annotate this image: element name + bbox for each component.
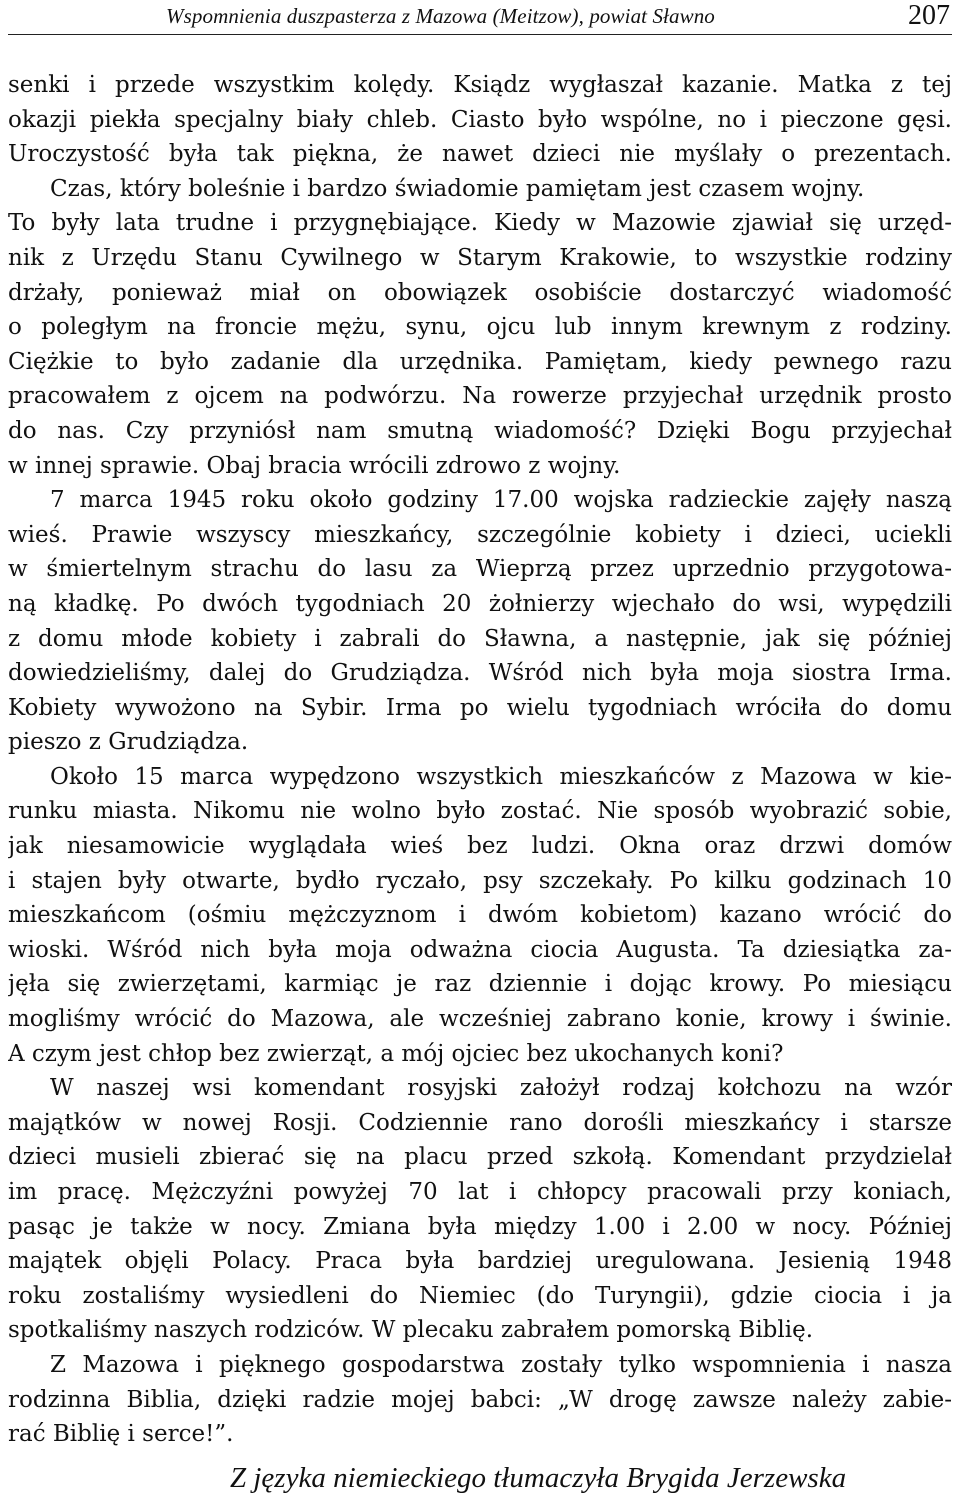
text-line: pieszo z Grudziądza. xyxy=(8,729,249,756)
article-body xyxy=(8,68,952,1452)
text-line: Około 15 marca wypędzono wszystkich mieszkańców z Mazowa w kie- xyxy=(50,763,952,790)
text-line: okazji piekła specjalny biały chleb. Ciasto było wspólne, no i pieczone gęsi. xyxy=(8,106,952,133)
text-line: pracowałem z ojcem na podwórzu. Na rowerze przyjechał urzędnik prosto xyxy=(8,383,952,410)
text-line: roku zostaliśmy wysiedleni do Niemiec (do Turyngii), gdzie ciocia i ja xyxy=(8,1282,952,1309)
text-line: w śmiertelnym strachu do lasu za Wieprzą przez uprzednio przygotowa- xyxy=(8,556,952,583)
text-line: jak niesamowicie wyglądała wieś bez ludzi. Okna oraz drzwi domów xyxy=(8,833,952,860)
text-line: w innej sprawie. Obaj bracia wrócili zdrowo z wojny. xyxy=(8,452,621,479)
text-line: wieś. Prawie wszyscy mieszkańcy, szczególnie kobiety i dzieci, uciekli xyxy=(8,521,952,548)
text-line: mogliśmy wrócić do Mazowa, ale wcześniej zabrano konie, krowy i świnie. xyxy=(8,1006,952,1033)
text-line: To były lata trudne i przygnębiające. Kiedy w Mazowie zjawiał się urzęd- xyxy=(8,210,952,237)
text-line: z domu młode kobiety i zabrali do Sławna, a następnie, jak się później xyxy=(8,625,952,652)
text-line: im pracę. Mężczyźni powyżej 70 lat i chłopcy pracowali przy koniach, xyxy=(8,1179,952,1205)
text-line: rać Biblię i serce!”. xyxy=(8,1421,234,1448)
text-line: jęła się zwierzętami, karmiąc je raz dziennie i dojąc krowy. Po miesiącu xyxy=(8,971,952,998)
text-line: Kobiety wywożono na Sybir. Irma po wielu tygodniach wróciła do domu xyxy=(8,694,952,721)
text-line: o poległym na froncie mężu, synu, ojcu lub innym krewnym z rodziny. xyxy=(8,314,952,341)
translator-credit: Z języka niemieckiego tłumaczyła Brygida Jerzewska xyxy=(230,1462,847,1494)
text-line: Uroczystość była tak piękna, że nawet dzieci nie myślały o prezentach. xyxy=(8,141,952,168)
text-line: mieszkańcom (ośmiu mężczyznom i dwóm kobietom) kazano wrócić do xyxy=(8,902,952,929)
text-line: drżały, ponieważ miał on obowiązek osobiście dostarczyć wiadomość xyxy=(8,279,952,306)
text-line: dowiedzieliśmy, dalej do Grudziądza. Wśród nich była moja siostra Irma. xyxy=(8,660,952,687)
running-title: Wspomnienia duszpasterza z Mazowa (Meitzow), powiat Sławno xyxy=(166,4,715,28)
text-line: 7 marca 1945 roku około godziny 17.00 wojska radzieckie zajęły naszą xyxy=(50,487,952,514)
text-line: ną kładkę. Po dwóch tygodniach 20 żołnierzy wjechało do wsi, wypędzili xyxy=(8,590,952,617)
text-line: spotkaliśmy naszych rodziców. W plecaku zabrałem pomorską Biblię. xyxy=(8,1317,814,1344)
text-line: majątek objęli Polacy. Praca była bardziej uregulowana. Jesienią 1948 xyxy=(8,1248,952,1275)
text-line: W naszej wsi komendant rosyjski założył rodzaj kołchozu na wzór xyxy=(50,1075,952,1102)
text-line: nik z Urzędu Stanu Cywilnego w Starym Krakowie, to wszystkie rodziny xyxy=(8,244,952,271)
text-line: pasąc je także w nocy. Zmiana była między 1.00 i 2.00 w nocy. Później xyxy=(8,1213,952,1240)
text-line: i stajen były otwarte, bydło ryczało, psy szczekały. Po kilku godzinach 10 xyxy=(8,867,952,894)
text-line: majątków w nowej Rosji. Codziennie rano dorośli mieszkańcy i starsze xyxy=(8,1109,952,1136)
text-line: dzieci musieli zbierać się na placu przed szkołą. Komendant przydzielał xyxy=(8,1144,952,1171)
page-number: 207 xyxy=(908,0,950,31)
text-line: A czym jest chłop bez zwierząt, a mój ojciec bez ukochanych koni? xyxy=(8,1040,784,1067)
text-line: wioski. Wśród nich była moja odważna ciocia Augusta. Ta dziesiątka za- xyxy=(8,936,952,963)
text-line: Ciężkie to było zadanie dla urzędnika. Pamiętam, kiedy pewnego razu xyxy=(8,348,952,375)
running-header xyxy=(8,0,952,35)
text-line: rodzinna Biblia, dzięki radzie mojej babci: „W drogę zawsze należy zabie- xyxy=(8,1386,952,1413)
text-line: Z Mazowa i pięknego gospodarstwa zostały tylko wspomnienia i nasza xyxy=(50,1351,952,1378)
text-line: Czas, który boleśnie i bardzo świadomie pamiętam jest czasem wojny. xyxy=(50,175,865,202)
text-line: do nas. Czy przyniósł nam smutną wiadomość? Dzięki Bogu przyjechał xyxy=(8,417,952,444)
text-line: senki i przede wszystkim kolędy. Ksiądz wygłaszał kazanie. Matka z tej xyxy=(8,72,952,98)
text-line: runku miasta. Nikomu nie wolno było zostać. Nie sposób wyobrazić sobie, xyxy=(8,798,952,825)
